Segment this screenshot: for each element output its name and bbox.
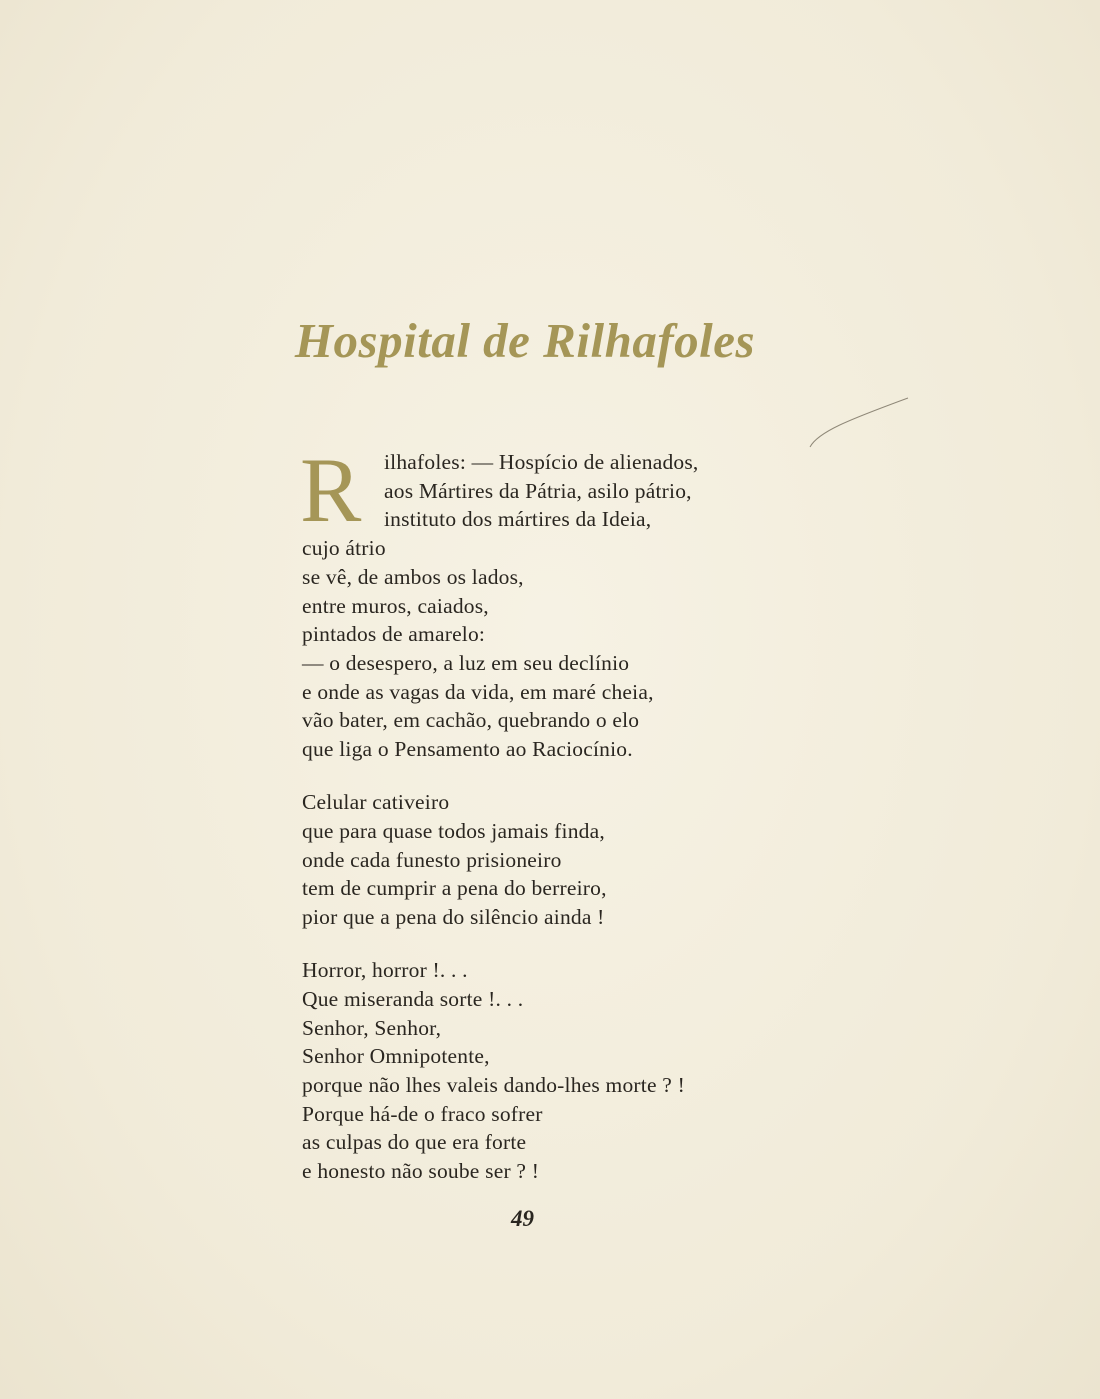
poem-body xyxy=(300,439,822,1210)
poem-line: onde cada funesto prisioneiro xyxy=(302,847,562,872)
poem-line: Horror, horror !. . . xyxy=(302,958,468,983)
poem-line: Senhor Omnipotente, xyxy=(302,1044,490,1069)
poem-title: Hospital de Rilhafoles xyxy=(294,313,756,368)
poem-line: — o desespero, a luz em seu declínio xyxy=(302,650,630,675)
poem-line: Celular cativeiro xyxy=(302,790,450,815)
poem-line: cujo átrio xyxy=(302,536,386,561)
poem-line: entre muros, caiados, xyxy=(302,593,489,618)
poem-line: que para quase todos jamais finda, xyxy=(302,818,605,843)
poem-line: pior que a pena do silêncio ainda ! xyxy=(302,905,605,930)
poem-line: aos Mártires da Pátria, asilo pátrio, xyxy=(384,478,692,503)
poem-line: se vê, de ambos os lados, xyxy=(302,564,524,589)
poem-line: que liga o Pensamento ao Raciocínio. xyxy=(302,737,633,762)
poem-line: porque não lhes valeis dando-lhes morte ? ! xyxy=(302,1073,685,1098)
poem-line: Porque há-de o fraco sofrer xyxy=(302,1101,543,1126)
poem-line: vão bater, em cachão, quebrando o elo xyxy=(302,708,640,733)
stanza-3 xyxy=(302,956,822,1186)
stray-pen-mark xyxy=(808,392,918,452)
stanza-1 xyxy=(300,439,822,764)
page-number: 49 xyxy=(511,1206,534,1231)
poem-line: Que miseranda sorte !. . . xyxy=(302,986,524,1011)
stanza-2 xyxy=(302,788,822,932)
drop-cap: R xyxy=(300,439,362,541)
poem-line: tem de cumprir a pena do berreiro, xyxy=(302,876,607,901)
poem-line: ilhafoles: — Hospício de alienados, xyxy=(384,450,699,474)
poem-line: e onde as vagas da vida, em maré cheia, xyxy=(302,679,654,704)
poem-line: e honesto não soube ser ? ! xyxy=(302,1159,540,1184)
poem-line: pintados de amarelo: xyxy=(302,622,486,647)
poem-line: as culpas do que era forte xyxy=(302,1130,527,1155)
poem-line: instituto dos mártires da Ideia, xyxy=(384,507,652,532)
poem-line: Senhor, Senhor, xyxy=(302,1015,442,1040)
